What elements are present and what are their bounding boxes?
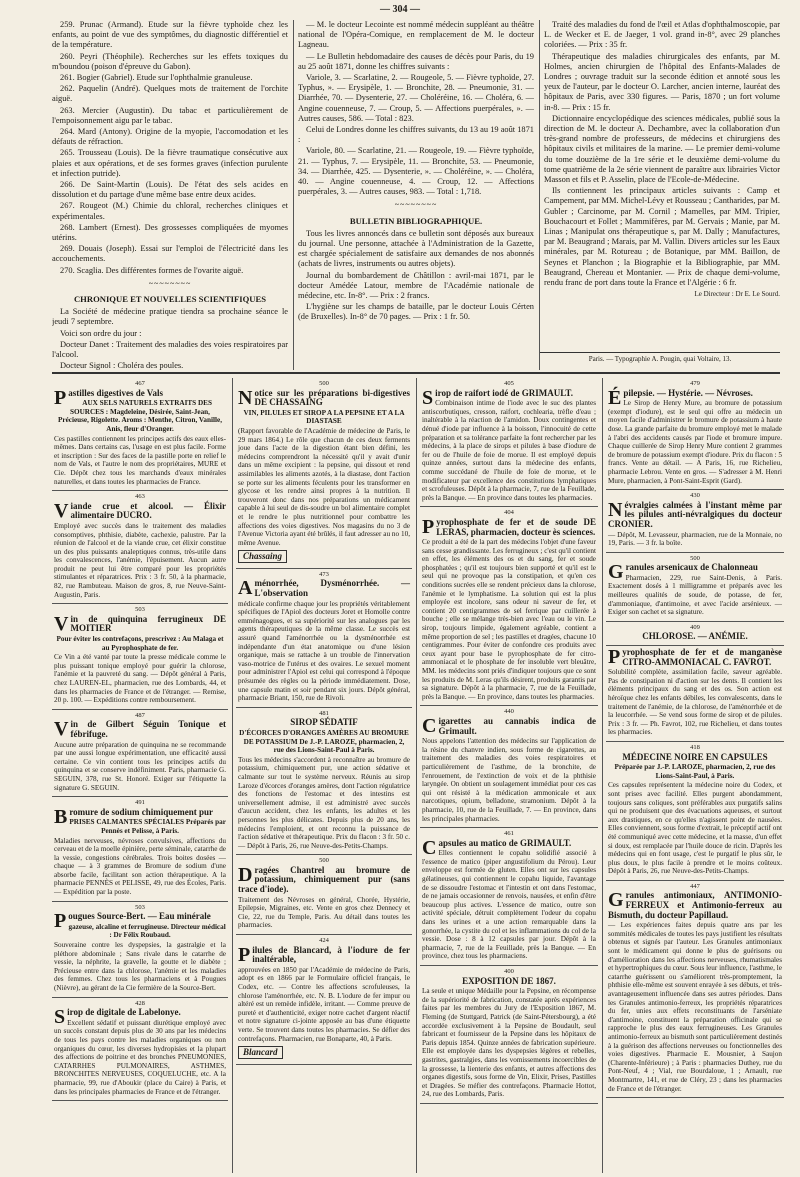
drop-initial: P: [608, 646, 621, 669]
section-rule: [52, 372, 780, 374]
ad-title-line: [54, 720, 226, 739]
ad-title: irop de raifort iodé de GRIMAULT.: [435, 387, 573, 398]
ad-title-line: [54, 1006, 226, 1029]
ad-subtitle: PRISES CALMANTES SPÉCIALES Préparés par Pennès et Pelisse, à Paris.: [69, 818, 226, 835]
ad-title: ilules de Blancard, à l'iodure de fer inaltérable,: [252, 944, 410, 965]
ad-title-line: [238, 386, 410, 409]
ad-title: iande crue et alcool. — Élixir alimentaire DUCRO.: [70, 500, 226, 521]
drop-initial: S: [54, 1006, 66, 1029]
ad-title-line: [608, 561, 782, 584]
paragraph: Voici son ordre du jour :: [60, 328, 142, 338]
ad-body: Traitement des Névroses en général, Chorée, Hystérie, Epilepsie, Migraines, etc. Vente en gros chez Dennecy et Cie, 22, rue du Temple, Paris. Au détail dans toutes les pharmacies.: [238, 895, 410, 930]
advertisement: [606, 622, 784, 646]
ad-title: yrophosphate de fer et de soude DE LERAS, pharmacien, docteur ès sciences.: [436, 516, 596, 537]
signature: Blancard: [238, 1046, 283, 1059]
ad-title: otice sur les préparations bi-digestives DE CHASSAING: [254, 387, 410, 408]
paragraph: 260. Peyri (Théophile). Recherches sur les effets toxiques du m'boundou (poison d'épreuve du Gabon).: [52, 51, 288, 71]
ad-number: 424: [319, 937, 329, 945]
ad-title-line: [608, 498, 782, 530]
paragraph: Tous les livres annoncés dans ce bulletin sont déposés aux bureaux du journal. Une personne, attachée à l'Administration de la Gazette, est chargée spécialement de satisfaire aux demandes de nos abonnés (achats de livres, instruments ou autres objets).: [298, 228, 534, 269]
advertisement: [420, 828, 598, 966]
paragraph: Docteur Signol : Choléra des poules.: [60, 361, 184, 370]
advertisement: [606, 742, 784, 881]
drop-initial: P: [422, 515, 435, 538]
ad-body: Aucune autre préparation de quinquina ne se recommande par une aussi longue expérimentation, une efficacité aussi certaine. Ce vin contient tous les principes actifs du quinquina et se conserve indéfiniment. Paris, pharmacie G. SEGUIN, 378, rue St. Honoré. Exiger sur l'étiquette la signature G. SEGUIN.: [54, 740, 226, 792]
ad-title-line: [608, 648, 782, 667]
column-rule: [293, 20, 294, 370]
ad-subtitle: D'ÉCORCES D'ORANGES AMÈRES AU BROMURE DE POTASSIUM De J.-P. LAROZE, pharmacien, 2, rue des Lions-Saint-Paul à Paris.: [239, 728, 409, 755]
paragraph: L'hygiène sur les champs de bataille, par le docteur Louis Cérten (de Bruxelles). In-8° de 70 pages. — Prix : 1 fr. 50.: [298, 302, 534, 322]
ad-title: igarettes au cannabis indica de Grimault.: [438, 715, 596, 736]
editorial-column-2: [298, 20, 534, 370]
paragraph: 262. Paquelin (André). Quelques mots de traitement de l'orchite aiguë.: [52, 84, 288, 104]
ad-title-line: [422, 836, 596, 859]
ad-title: ougues Source-Bert. — Eau minérale: [68, 911, 211, 922]
ad-number: 463: [135, 493, 145, 501]
ad-body: Ces pastilles contiennent les principes actifs des eaux elles-mêmes. Dans certains cas, l'usage en est plus facile. Forme et inscription : Sur des faces de la pastille porte en relief le nom de Vals, et l'autre le nom des propriétaires, MURE et Cie. Dépôt chez tous les marchands d'eaux minérales naturelles, et dans toutes les pharmacies de France.: [54, 434, 226, 486]
ad-body: Solubilité complète, assimilation facile, saveur agréable. Pas de constipation ni d'action sur les dents. Il contient les éléments principaux du sang et des os. Son action est héroïque chez les enfants débiles, les convalescents, dans le traitement de l'anémie, de la chlorose, de l'aménorrhée et de la leucorrhée. — Se vend sous forme de sirop et de pilules. Prix : 3 fr. — Ph. Favrot, 102, rue Richelieu, et dans toutes les pharmacies.: [608, 668, 782, 737]
printer-imprint: Paris. — Typographie A. Pougin, quai Voltaire, 13.: [540, 352, 780, 363]
ad-title: EXPOSITION DE 1867.: [462, 975, 556, 986]
signature: Chassaing: [238, 550, 287, 563]
editorial-column-1: [52, 20, 288, 370]
advertisement: [420, 706, 598, 828]
page-number: — 304 —: [380, 4, 420, 15]
advertisement: [236, 855, 412, 935]
director-signature: Le Directeur : Dr E. Le Sourd.: [694, 290, 780, 299]
drop-initial: V: [54, 612, 69, 635]
drop-initial: C: [422, 714, 437, 737]
advertisement: [606, 646, 784, 742]
ad-number: 409: [690, 623, 700, 631]
drop-initial: P: [238, 943, 251, 966]
advertisement: [420, 378, 598, 507]
advertisement: [52, 998, 228, 1102]
paragraph: — M. le docteur Lecointe est nommé médecin suppléant au théâtre national de l'Opéra-Comique, en remplacement de M. le docteur Lagneau.: [298, 20, 534, 50]
ad-subtitle: gazeuse, alcaline et ferrugineuse. Directeur médical : Dr Félix Roubaud.: [68, 922, 226, 940]
ad-title-line: [608, 891, 782, 920]
ad-column-3: [420, 378, 598, 1173]
advertisement: [236, 708, 412, 856]
ad-body: Employé avec succès dans le traitement des maladies consomptives, phthisie, diabète, cachexie, palustre. Par la réunion de l'alcool et de la viande crue, cet élixir constitue un des plus puissants analeptiques connus, très-utile dans les convalescences, l'anémie, l'épuisement. Aucun autre produit ne peut lui être comparé pour les propriétés stimulantes et réparatrices. Prix : 3 fr. 50, à la pharmacie, 82, rue Rambuteau. Maison de gros, 8, rue Neuve-Saint-Augustin, Paris.: [54, 521, 226, 599]
paragraph: 267. Rougeot (M.) Chimie du chloral, recherches cliniques et expérimentales.: [52, 201, 288, 221]
advertisement: [236, 378, 412, 569]
ad-number: 447: [690, 882, 700, 890]
drop-initial: B: [54, 805, 68, 828]
column-rule: [232, 378, 233, 1173]
ad-title: ranules arsenicaux de Chalonneau: [625, 562, 758, 573]
drop-initial: V: [54, 718, 69, 741]
ornament-divider: ~~~~~~~~: [394, 200, 438, 210]
ad-number: 487: [135, 711, 145, 719]
ad-title: pilepsie. — Hystérie. — Névroses.: [623, 387, 753, 398]
paragraph: — Le Bulletin hebdomadaire des causes de décès pour Paris, du 19 au 25 août 1871, donne les chiffres suivants :: [298, 51, 534, 71]
ad-number: 461: [504, 830, 514, 838]
drop-initial: P: [54, 910, 67, 933]
paragraph: 265. Trousseau (Louis). De la fièvre traumatique consécutive aux plaies et aux opérations, et de ses formes graves (infection purulente et infection putride).: [52, 148, 288, 178]
paragraph: Thérapeutique des maladies chirurgicales des enfants, par M. Holmes, ancien chirurgien de l'hôpital des Enfants-Malades de Londres ; ouvrage traduit sur la seconde édition et annoté sous les yeux de l'auteur, par le docteur O. Larcher, ancien interne, lauréat des hôpitaux de Paris, avec 330 figures. — Paris, 1870 ; un fort volume in-8. — Prix : 15 fr.: [544, 51, 780, 112]
ad-body: Ces capsules représentent la médecine noire du Codex, et sont prises avec facilité. Elles purgent abondamment, toujours sans coliques, sont préférables aux purgatifs salins qui ne produisent que des évacuations aqueuses, et surtout aux drastiques, en ce qu'elles n'agissent point de nausées. Elles conviennent, sous forme d'extrait, le préceptif actif ont été communiqué avec cette médecine, et la masse, d'un effet si doux, est remplacée par l'huile douce de ricin. D'après les médecins qui en font usage, c'est le purgatif le plus sûr, le plus doux, le plus facile à prendre et le moins coûteux. Dépôt à Paris, 26, rue Neuve-des-Petits-Champs.: [608, 781, 782, 876]
ad-title: ragées Chantrel au bromure de potassium, chimiquement pur (sans trace d'iode).: [238, 864, 410, 895]
ad-title-line: [422, 977, 596, 987]
drop-initial: A: [238, 577, 253, 600]
paragraph: Variole, 80. — Scarlatine, 21. — Rougeole, 19. — Fièvre typhoïde, 21. — Typhus, 7. — Erysipèle, 11. — Bronchite, 53. — Pneumonie, 34. — Diarrhée, 425. — Dysenterie, ». — Choléréine, ». — Choléra, 40. — Angine couenneuse, 4. — Croup, 12. — Affections puerpérales, 3. — Autres causes, 983. — Total : 1,718.: [298, 146, 534, 197]
advertisement: [606, 881, 784, 1098]
ad-body: Souveraine contre les dyspepsies, la gastralgie et la pléthore abdominale ; Sans rivale dans le catarrhe de vessie, la néphrite, la gravelle, la goutte et le diabète ; Précieuse entre dans la chlorose, l'anémie et les maladies des femmes. Chez tous les pharmaciens et à Pougues (Nièvre), au gérant de la Cie fermière de la Source-Bert.: [54, 941, 226, 992]
ad-title: in de quinquina ferrugineux DE MOITIER: [70, 613, 226, 634]
advertisement: [606, 378, 784, 490]
ad-title-line: [238, 579, 410, 598]
column-rule: [602, 378, 603, 1173]
ad-body: Le Sirop de Henry Mure, au bromure de potassium (exempt d'iodure), est le seul qui offre au médecin un moyen facile d'administrer le bromure de potassium à haute dose. La grande parfaite du bromure employé met le malade à l'abri des accidents causés par l'iode et bromure impure. Chaque cuillerée de Sirop Henry Mure contient 2 grammes de bromure de potassium exempt d'iodure. Prix du flacon : 5 francs. Vente au détail. — A Paris, 16, rue Richelieu, pharmacie Lebrou. Vente en gros. — S'adresser à M. Henri Mure, pharmacien, à Pont-Saint-Esprit (Gard).: [608, 399, 782, 485]
ad-body: Excellent sédatif et puissant diurétique employé avec un succès constant depuis plus de 30 ans par les médecins de tous les pays contre les maladies organiques ou non organiques du cœur, les diverses hydropisies et la plupart des affections de poitrine et des bronches PNEUMONIES, CATARRHES PULMONAIRES, ASTHMES, BRONCHITES NERVEUSES, COQUELUCHE, etc. A la pharmacie, 99, rue d'Aboukir (place du Caire) à Paris, et dans les principales pharmacies de France et de l'étranger.: [54, 1018, 226, 1096]
ad-column-2: [236, 378, 412, 1173]
ad-title-line: [422, 714, 596, 737]
ad-body: médicale confirme chaque jour les propriétés véritablement spécifiques de l'Apiol des docteurs Joret et Homolle contre emménagogues, et sa supériorité sur les analogues par les agents thérapeutiques de la même classe. Le succès est assuré quand l'aménorrhée ou la dysménorrhée est indépendante d'un état anatomique ou d'une lésion organique, mais se rattache à un trouble de l'innervation vaso-motrice de l'utérus et des ovaires. Le sexuel moment pour administrer l'Apiol est celui qui correspond à l'époque présumée des règles ou la période immédiatement. Dose, une capsule matin et soir pendant six jours. Dépôt général, pharmacie Briant, 150, rue de Rivoli.: [238, 599, 410, 703]
ad-number: 491: [135, 799, 145, 807]
drop-initial: G: [608, 561, 624, 584]
ad-title: irop de digitale de Labelonye.: [67, 1007, 181, 1018]
ad-title-line: [54, 612, 226, 635]
advertisement: [52, 797, 228, 902]
ad-body: Ce Vin a été vanté par toute la presse médicale comme le plus puissant tonique employé pour guérir la chlorose, l'anémie et la pauvreté du sang. — Dépôt général à Paris, chez LAUREN-EL, pharmacien, rue des Lombards, 44, et dans les pharmacies de France et de l'étranger. — Remise, 20 p. 100. — Expéditions contre remboursement.: [54, 653, 226, 705]
ad-title-line: [238, 863, 410, 895]
advertisement: [52, 710, 228, 797]
ad-title: SIROP SÉDATIF: [290, 717, 358, 728]
advertisement: [420, 507, 598, 706]
paragraph: Variole, 3. — Scarlatine, 2. — Rougeole, 5. — Fièvre typhoïde, 27. Typhus, ». — Erysipèle, 1. — Bronchite, 28. — Pneumonie, 31. — Diarrhée, 70. — Dysenterie, 27. — Choléréine, 16. — Choléra, 6. — Angine couenneuse, 7. — Croup, 5. — Affections puerpérales, ». — Autres causes, 586. — Total : 823.: [298, 73, 534, 123]
paragraph: 264. Mard (Antony). Origine de la myopie, l'accomodation et les défauts de réfraction.: [52, 127, 288, 147]
advertisement: [52, 491, 228, 604]
paragraph: Celui de Londres donne les chiffres suivants, du 13 au 19 août 1871 :: [298, 125, 534, 145]
ad-body: — Les expériences faites depuis quatre ans par les sommités médicales de toutes les pays justifient les résultats obtenus et signés par l'auteur. Les Granules antimoniaux sont le médicament qui donne le plus de guérisons ou d'amélioration dans les affections nerveuses, rhumatismales et hypertrophiques du cœur. Sous leur influence, l'asthme, le catarrhe guérissent ou s'améliorent très-promptement, la phthisie elle-même est souvent enrayée à ses débuts, et très-avantageusement influencée dans ses autres périodes. Dans les Granules antimonio-ferreux, les propriétés réparatrices du fer, unies aux effets reconstituants de l'arséniate d'antimoine, constituent la préparation officinale qui se rapproche le plus des eaux ferrugineuses. Les Granules antimonio-ferreux au bismuth sont particulièrement destinés à la guérison des affections nerveuses ou fonctionnelles des voies digestives. Pharmacie E. Mousnier, à Saujon (Charente-Inférieure) ; à Paris : pharmacies Duthey, rue du Pont-Neuf, 4 ; Vial, rue Bourdaloue, 1 ; Arnault, rue Montmartre, 141, et rue de Cléry, 23 ; dans les pharmacies de France et de l'étranger.: [608, 921, 782, 1093]
ad-number: 404: [504, 509, 514, 517]
advertisement: [236, 569, 412, 708]
ad-number: 418: [690, 743, 700, 751]
ad-body: La seule et unique Médaille pour la Pepsine, en récompense de la supériorité de fabrication, constatée après expériences faites par les membres du Jury de l'Exposition 1867, M. Fleming (de Stuttgard, Patrick (de Saint-Pétersbourg), a été accordée exclusivement à la Pepsine de Boudault, seul fabricant et fournisseur de la Pepsine dans les hôpitaux de Paris depuis 1854. Quinze années de fabrication supérieure. Elle est employée dans les dyspepsies légères et rebelles, gastrites, gastralgies, dans les vomissements incoercibles de la grossesse, la lienterie des enfants, et autres affections des organes digestifs, sous forme de Vin, Elixir, Prises, Pastilles et Dragées. Se méfier des contrefaçons. Pharmacie Hottot, 24, rue des Lombards, Paris.: [422, 987, 596, 1099]
section-heading: CHRONIQUE ET NOUVELLES SCIENTIFIQUES: [73, 294, 267, 305]
ad-subtitle: AUX SELS NATURELS EXTRAITS DES SOURCES : Magdeleine, Désirée, Saint-Jean, Précieuse, Rigolette. Aroms : Menthe, Citron, Vanille, Anis, fleur d'Oranger.: [57, 399, 223, 433]
ad-title-line: [54, 386, 226, 409]
ad-number: 503: [135, 903, 145, 911]
paragraph: 269. Douais (Joseph). Essai sur l'emploi de l'électricité dans les accouchements.: [52, 244, 288, 264]
ad-body: Ce produit a été de la part des médecins l'objet d'une faveur sans cesse grandissante. Les ferrugineux ; c'est qu'il contient en effet, les éléments des os et du sang, fer et soude phosphatées ; qu'il est toujours bien supporté et qu'il est le seul qui ne provoque pas la constipation, et qu'en ces conditions sucrées elle se rendent précieux dans la chlorose, l'anémie et le lymphatisme. La solution qui est la plus employée est incolore, sans odeur ni saveur de fer, et contient 20 centigrammes de sel ferrique par cuillerée à bouche ; elle se mélange très-bien avec l'eau ou le vin. Le sirop, toujours limpide, également agréable, contient a même proportion de sel ; les pastilles et dragées, chacune 10 centigrammes. Pour éviter de confondre ces produits avec ceux ayant pour base le pyrophosphate de fer citro-ammoniacal et le phosphate de fer insoluble vert bleuâtre, MM. les médecins sont priés d'indiquer toujours que ce sont les produits de M. Leras qu'ils désirent, produits garantis par sa signature. Dépôt à la pharmacie, 7, rue de la Feuillade, près la Banque. — En province, dans toutes les pharmacies.: [422, 538, 596, 701]
ad-title-line: [608, 386, 782, 409]
paragraph: Dictionnaire encyclopédique des sciences médicales, publié sous la direction de M. le docteur A. Dechambre, avec la collaboration d'un très-grand nombre de professeurs, de médecins et chirurgiens des hôpitaux civils et militaires de la marine. — Le premier demi-volume du tome douzième de la 1re série et le deuxième demi-volume du tome quatrième de la 2e série viennent de paraître aux librairies Victor Masson et fils et P. Asselin, place de l'Ecole-de-Médecine.: [544, 113, 780, 185]
ad-body: Elles contiennent le copahu solidifié associé à l'essence de matico (piper angustifolium du Pérou). Leur enveloppe est formée de gluten. Elles ont sur les capsules gélatineuses, qui contiennent le copahu liquide, l'avantage de se dissoudre l'estomac et l'intestin et ont dans l'estomac, de ne jamais occasionner de renvois, nausées, et enfin d'être beaucoup plus actives. L'essence de matico, outre son activité spéciale, détruit complètement l'odeur du copahu dans les urines et a une action remarquable dans la gonorrhée, la cystite du col et les inflammations du col de la vessie. Dose : 8 à 12 capsules par jour. Dépôt à la pharmacie, 7, rue de la Feuillade, près la Banque. — En province, chez tous les pharmaciens.: [422, 849, 596, 961]
paragraph: 259. Prunac (Armand). Etude sur la fièvre typhoïde chez les enfants, au point de vue des symptômes, du diagnostic différentiel et de la température.: [52, 20, 288, 50]
ad-body: — Dépôt, M. Levasseur, pharmacien, rue de la Monnaie, no 19, Paris. — 3 fr. la boîte.: [608, 530, 782, 548]
advertisement: [236, 935, 412, 1065]
ad-subtitle: Préparée par J.-P. LAROZE, pharmacien, 2, rue des Lions-Saint-Paul, à Paris.: [614, 763, 776, 780]
editorial-section: [52, 20, 780, 370]
column-rule: [416, 378, 417, 1173]
ad-title: MÉDECINE NOIRE EN CAPSULES: [622, 751, 768, 762]
ad-title-line: [608, 753, 782, 763]
paragraph: 266. De Saint-Martin (Louis). De l'état des sels acides en dissolution et du partage d'une même base entre deux acides.: [52, 180, 288, 200]
ad-subtitle: VIN, PILULES ET SIROP A LA PEPSINE ET A LA DIASTASE: [243, 408, 405, 426]
ad-title-line: [422, 515, 596, 538]
ad-body: (Rapport favorable de l'Académie de médecine de Paris, le 29 mars 1864.) Le rôle que chacun de ces deux ferments joue dans l'acte de la digestion étant bien défini, les médecins comprendront la nécessité qu'il y avait d'unir dans un même excipient : la pepsine, qui dissout et rend assimilables les aliments azotés, à la diastase, dont l'action se porte sur les aliments féculents pour les transformer en glycose et les rendre ainsi propres à la nutrition. Il trouveront donc dans nos préparations un médicament capable à lui seul de dis-soudre un bol alimentaire complet et le rendre le plus nutritionnel pour combattre les affections des voies digestives. Nos magasins du no 3 de l'Avenue Victoria ayant été brûlés, il faut adresser au no 10, même Avenue.: [238, 426, 410, 547]
paragraph: 268. Lambert (Ernest). Des grossesses compliquées de myomes utérins.: [52, 222, 288, 243]
ad-title: ranules antimoniaux, ANTIMONIO-FERREUX et Antimonio-ferreux au Bismuth, du docteur Papillaud.: [608, 890, 782, 920]
ad-number: 405: [504, 380, 514, 387]
paragraph: Ils contiennent les principaux articles suivants : Camp et Campement, par MM. Michel-Lévy et Rousseau ; Cantharides, par M. Gubler ; Carcinome, par M. Cornil ; Mamelles, par MM. Tripier, Bouchacourt et Follet ; Mammifères, par M. Gervais ; Manie, par M. Linas ; Manipulat ons thérapeutique s, par M. Dally ; Manufactures, par M. Beaugrand ; Marais, par M. Vallin. Divers articles sur les Eaux minérales, par M. Rotureau ; de Botanique, par MM. Baillon, de Seynes et Planchon ; la Biographie et la Bibliographie, par MM. Beaugrand, Chereau et Montanier. — Prix de chaque demi-volume, rendu franc de port dans toute la France et l'Algérie : 6 fr.: [544, 186, 780, 288]
ad-body: Nous appelons l'attention des médecins sur l'application de la résine du chanvre indien, sous forme de cigarettes, au traitement des maladies des voies respiratoires et particulièrement de l'asthme, de la bronchite, de l'enrouement, de l'extinction de voix et de la phthisie laryngée. On obtient un soulagement immédiat pour ces cas qui ont résisté à la médication ammonicale et aux narcotiques, opium, belladone, stramonium. Dépôt à la pharmacie, 10, rue de la Feuillade, 7. — En province, dans les principales pharmacies.: [422, 737, 596, 823]
paragraph: 261. Bogier (Gabriel). Etude sur l'ophthalmie granuleuse.: [60, 73, 253, 83]
ad-number: 440: [504, 708, 514, 716]
paragraph: 263. Mercier (Augustin). Du tabac et particulièrement de l'empoisonnement aigu par le tabac.: [52, 105, 288, 125]
editorial-column-3: [544, 20, 780, 344]
ad-title: CHLOROSE. — ANÉMIE.: [642, 631, 748, 642]
ad-body: approuvées en 1850 par l'Académie de médecine de Paris, adopt es en 1866 par le Formulaire officiel français, le Codex, etc. — Contre les affections scrofuleuses, la chlorose l'aménorrhée, etc. N. B. L'iodure de fer impur ou altéré est un remède infidèle, irritant. — Comme preuve de pureté et d'authenticité, exiger notre cachet d'argent réactif et notre signature ci-jointe apposée au bas d'une étiquette verte. Se trouvent dans toutes les pharmacies. Se défier des contrefaçons. Pharmacien, rue Bonaparte, 40, à Paris.: [238, 965, 410, 1043]
paragraph: La Société de médecine pratique tiendra sa prochaine séance le jeudi 7 septembre.: [52, 307, 288, 327]
drop-initial: G: [608, 889, 624, 912]
advertisement: [52, 378, 228, 491]
ad-number: 481: [319, 709, 329, 717]
ad-column-4: [606, 378, 784, 1173]
ad-title-line: [608, 632, 782, 642]
ad-title-line: [238, 943, 410, 966]
ad-number: 428: [135, 999, 145, 1007]
ad-title: ménorrhée, Dysménorrhée. — L'observation: [254, 578, 410, 599]
drop-initial: N: [238, 386, 253, 409]
drop-initial: N: [608, 498, 623, 521]
advertisements-section: [52, 378, 788, 1173]
ad-number: 500: [690, 554, 700, 562]
ad-number: 500: [319, 380, 329, 387]
column-rule: [539, 20, 540, 370]
ad-title-line: [54, 499, 226, 522]
advertisement: [52, 604, 228, 710]
ad-subtitle: Pour éviter les contrefaçons, prescrivez : Au Malaga et au Pyrophosphate de fer.: [56, 635, 224, 652]
advertisement: [606, 553, 784, 622]
ad-number: 500: [319, 857, 329, 865]
ad-title: évralgies calmées à l'instant même par les pilules anti-névralgiques du docteur CRONIER.: [608, 499, 782, 529]
ad-title: in de Gilbert Séguin Tonique et fébrifuge.: [70, 719, 226, 739]
ad-number: 400: [504, 968, 514, 975]
drop-initial: V: [54, 499, 69, 522]
drop-initial: S: [422, 386, 434, 409]
ad-body: Tous les médecins s'accordent à reconnaître au bromure de potassium, chimiquement pur, une action sédative et calmante sur tout le système nerveux. Réunis au sirop Laroze d'écorces d'oranges amères, dont l'action régulatrice des fonctions de l'estomac et des intestins est universellement admise, il est administré avec succès d'aucun accident, chez les enfants, les adultes et les personnes les plus délicates. Depuis plus de 20 ans, les médecins l'emploient, et ont reconnu la puissance de l'action sédative et thérapeutique. Prix du flacon : 3 fr. 50 c. — Dépôt à Paris, 26, rue Neuve-des-Petits-Champs.: [238, 755, 410, 850]
ad-number: 503: [135, 606, 145, 614]
paragraph: 270. Scaglia. Des différentes formes de l'ovarite aiguë.: [60, 265, 244, 275]
ad-number: 479: [690, 380, 700, 387]
ad-title: astilles digestives de Vals: [68, 387, 163, 398]
ad-title: yrophosphate de fer et de manganèse CITRO-AMMONIACAL C. FAVROT.: [622, 647, 782, 667]
ad-title-line: [238, 718, 410, 728]
paragraph: Journal du bombardement de Châtillon : avril-mai 1871, par le docteur Amédée Latour, membre de l'Académie nationale de médecine, etc. In-8°. — Prix : 2 francs.: [298, 270, 534, 301]
ad-number: 430: [690, 492, 700, 500]
section-heading: BULLETIN BIBLIOGRAPHIQUE.: [349, 215, 483, 226]
ad-column-1: [52, 378, 228, 1173]
drop-initial: É: [608, 386, 622, 409]
advertisement: [606, 490, 784, 553]
ad-number: 473: [319, 570, 329, 578]
advertisement: [420, 966, 598, 1104]
ornament-divider: ~~~~~~~~: [148, 278, 192, 288]
ad-title-line: [422, 386, 596, 409]
ad-body: Maladies nerveuses, névroses convulsives, affections du cerveau et de la moelle épinière, perte séminale, catarrhe de la vessie, congestions cérébrales. Trois boites dosées — chaque — à 3 grammes de Bromure de sodium d'une absorbe facile, facilitant son action thérapeutique. A la pharmacie PENNÈS et PELISSE, 49, rue des Écoles, Paris. — Expédition par la poste.: [54, 836, 226, 897]
paragraph: Docteur Danet : Traitement des maladies des voies respiratoires par l'alcool.: [52, 339, 288, 360]
ad-number: 467: [135, 380, 145, 387]
drop-initial: P: [54, 386, 67, 409]
advertisement: [52, 902, 228, 998]
ad-body: Combinaison intime de l'iode avec le suc des plantes antiscorbutiques, cresson, raifort, cochlearia, trèfle d'eau ; inaltérable à la réaction de l'amidon. Doux contingentes et dénué d'iode par influence à la boisson, l'innocuité de cette préparation et sa tolérance parfaite la font rechercher par les médecins, à la place de sirops et pilules à base d'iodure de fer ou de l'huile de foie de morue. Il est employé depuis quinze années, surtout dans la médecine des enfants, comme succédané de l'huile de foie de morue, et le modificateur par excellence des constitutions lymphatiques et scrofuleuses. Dépôt à la pharmacie, 7, rue de la Feuillade, près la Banque. — En province dans toutes les pharmacies.: [422, 399, 596, 502]
paragraph: Traité des maladies du fond de l'œil et Atlas d'ophthalmoscopie, par L. de Wecker et E. de Jaeger, 1 vol. grand in-8°, avec 29 planches coloriées. — Prix : 35 fr.: [544, 20, 780, 50]
drop-initial: D: [238, 863, 253, 886]
ad-title: romure de sodium chimiquement pur: [69, 806, 214, 817]
ad-body: Pharmacien, 229, rue Saint-Denis, à Paris. Exactement dosés à 1 milligramme et préparés avec les meilleures qualités de soude, de potasse, de fer, d'ammoniaque, d'antimoine, et avec l'acide arsénieux. — Exiger son cachet et sa signature.: [608, 573, 782, 617]
drop-initial: C: [422, 836, 437, 859]
ad-title: apsules au matico de GRIMAULT.: [438, 837, 572, 848]
